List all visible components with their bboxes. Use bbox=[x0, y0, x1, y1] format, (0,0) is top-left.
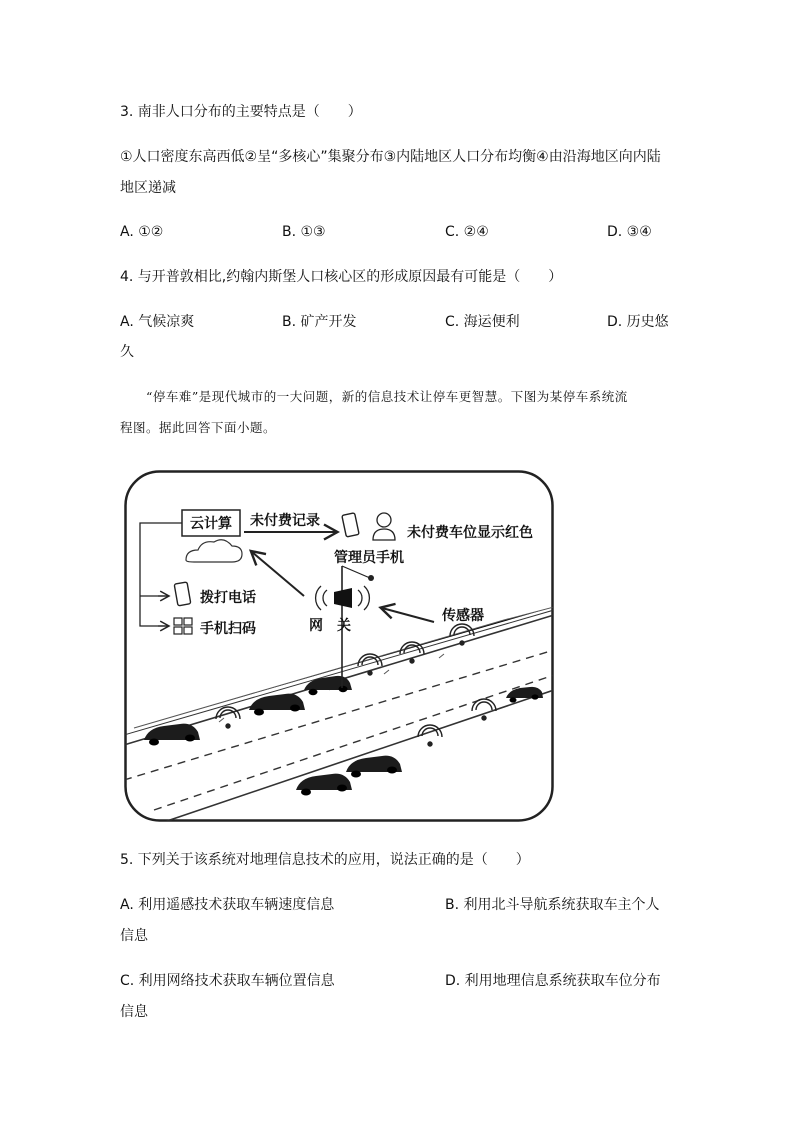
q5-option-b-wrap: 信息 bbox=[120, 928, 148, 944]
q4-option-a: A. 气候凉爽 bbox=[120, 314, 195, 330]
unpaid-record-label: 未付费记录 bbox=[250, 513, 320, 529]
unpaid-display-label: 未付费车位显示红色 bbox=[407, 525, 533, 541]
q4-stem: 4. 与开普敦相比,约翰内斯堡人口核心区的形成原因最有可能是（ ） bbox=[120, 269, 563, 285]
gateway-antenna-tip bbox=[368, 575, 374, 581]
q4-option-d: D. 历史悠 bbox=[607, 314, 669, 330]
q4-option-c: C. 海运便利 bbox=[445, 314, 520, 330]
q4-option-b: B. 矿产开发 bbox=[282, 314, 357, 330]
q3-option-b: B. ①③ bbox=[282, 224, 326, 240]
q5-option-c: C. 利用网络技术获取车辆位置信息 bbox=[120, 973, 335, 989]
q3-option-c: C. ②④ bbox=[445, 224, 489, 240]
q3-statements-line2: 地区递减 bbox=[120, 180, 176, 196]
intro-line2: 程图。据此回答下面小题。 bbox=[120, 420, 277, 435]
q5-stem: 5. 下列关于该系统对地理信息技术的应用，说法正确的是（ ） bbox=[120, 852, 530, 868]
cloud-computing-label: 云计算 bbox=[190, 516, 232, 532]
intro-line1: “停车难”是现代城市的一大问题，新的信息技术让停车更智慧。下图为某停车系统流 bbox=[146, 389, 628, 404]
q5-option-d: D. 利用地理信息系统获取车位分布 bbox=[445, 973, 661, 989]
q3-option-d: D. ③④ bbox=[607, 224, 652, 240]
q5-option-d-wrap: 信息 bbox=[120, 1004, 148, 1020]
sensor-label: 传感器 bbox=[442, 608, 484, 624]
admin-phone-label: 管理员手机 bbox=[334, 550, 404, 566]
q4-option-d-wrap: 久 bbox=[120, 344, 134, 360]
parking-system-diagram bbox=[124, 470, 554, 822]
q5-option-a: A. 利用遥感技术获取车辆速度信息 bbox=[120, 897, 335, 913]
call-label: 拨打电话 bbox=[200, 590, 256, 606]
scan-label: 手机扫码 bbox=[200, 621, 256, 637]
q3-statements-line1: ①人口密度东高西低②呈“多核心”集聚分布③内陆地区人口分布均衡④由沿海地区向内陆 bbox=[120, 149, 661, 165]
q3-stem: 3. 南非人口分布的主要特点是（ ） bbox=[120, 104, 362, 120]
phone-call-icon bbox=[174, 582, 191, 606]
q5-option-b: B. 利用北斗导航系统获取车主个人 bbox=[445, 897, 660, 913]
gateway-label: 网 关 bbox=[309, 618, 351, 634]
q3-option-a: A. ①② bbox=[120, 224, 164, 240]
